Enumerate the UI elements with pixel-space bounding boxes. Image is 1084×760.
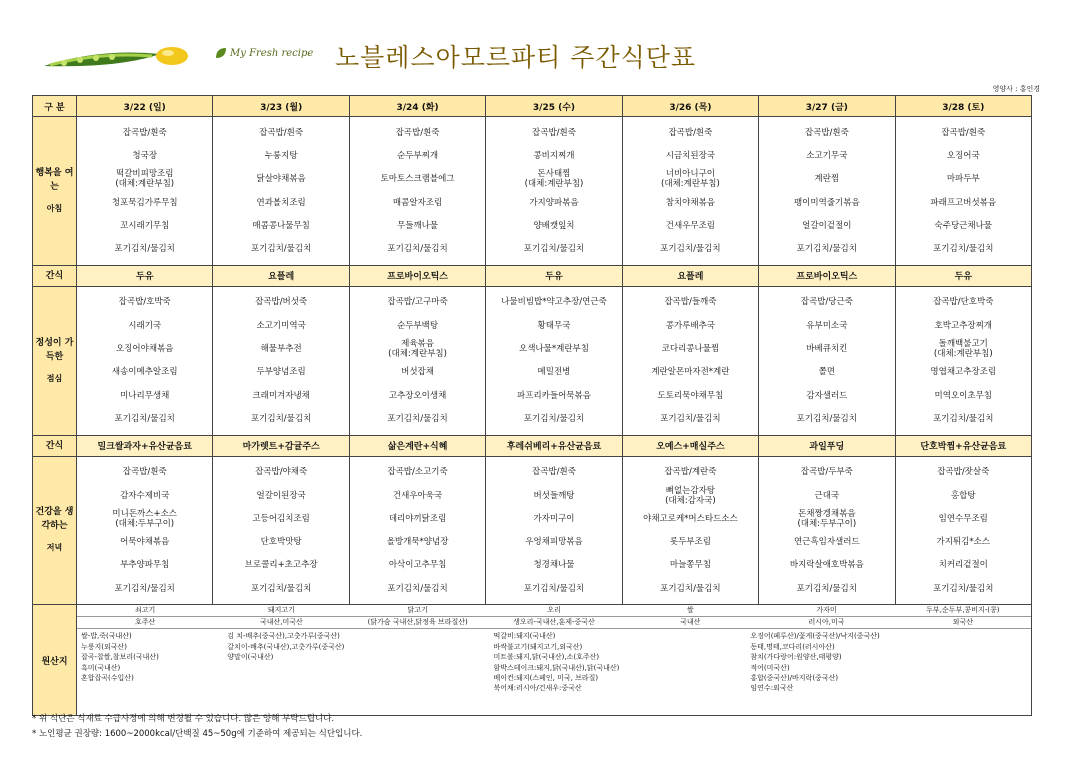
menu-item: 올방개묵*양념장: [386, 537, 449, 548]
menu-item: 토마토스크램블에그: [380, 174, 455, 185]
weekly-menu-table: [32, 95, 1032, 716]
lunch-row: [33, 286, 1032, 435]
menu-item: 바베큐치킨: [806, 344, 848, 355]
menu-item: 미나리무생채: [120, 390, 170, 401]
day-header: 3/26 (목): [622, 96, 758, 117]
origin-cell: [77, 605, 1032, 716]
menu-item: 유부미소국: [806, 320, 848, 331]
menu-item: 떡갈비피망조림 (대체:계란부침): [115, 169, 175, 190]
menu-item: 돈사태찜 (대체:계란부침): [524, 169, 584, 190]
menu-cell: [213, 456, 349, 605]
menu-item: 잡곡밥/호박죽: [118, 297, 171, 308]
menu-item: 팽이미역줄기볶음: [793, 197, 860, 208]
menu-item: 소고기미역국: [256, 320, 306, 331]
menu-item: 마늘쫑무침: [669, 560, 711, 571]
footnote: * 노인평균 권장량: 1600~2000kcal/단백질 45~50g에 기준하여 제공되는 식단입니다.: [32, 729, 363, 739]
lunch-sub: 점심: [46, 373, 63, 383]
menu-item: 소고기무국: [806, 150, 848, 161]
menu-item: 잡곡밥/계란죽: [664, 467, 717, 478]
menu-item: 홍합탕: [950, 490, 976, 501]
menu-item: 잡곡밥/흰죽: [122, 127, 167, 138]
menu-item: 잡곡밥/잣살죽: [937, 467, 990, 478]
origin-head: 가자미: [816, 606, 837, 615]
menu-item: 크래미겨자냉채: [252, 390, 310, 401]
origin-line: 미트볼:돼지,닭(국내산),소(호주산): [493, 653, 600, 662]
origin-line: 바싹불고기(돼지고기,외국산): [493, 642, 583, 651]
menu-item: 잡곡밥/들깨죽: [664, 297, 717, 308]
menu-item: 잡곡밥/단호박죽: [933, 297, 994, 308]
menu-item: 포기김치/물김치: [114, 413, 175, 424]
menu-item: 포기김치/물김치: [933, 413, 994, 424]
origin-line: 북어채:러시아/건새우:중국산: [493, 684, 582, 693]
menu-item: 가지튀김*소스: [936, 537, 991, 548]
menu-item: 포기김치/물김치: [387, 244, 448, 255]
lunch-label: [33, 286, 77, 435]
day-header: 3/28 (토): [895, 96, 1031, 117]
menu-cell: [759, 117, 895, 266]
menu-item: 꼬시래기무침: [120, 220, 170, 231]
day-header: 3/25 (수): [486, 96, 622, 117]
day-header: 3/24 (화): [349, 96, 485, 117]
dinner-label: [33, 456, 77, 605]
origin-sub: (닭가슴 국내산,닭정육 브라질산): [367, 618, 468, 627]
snack-item: 삶은계란+식혜: [349, 435, 485, 456]
menu-item: 두부양념조림: [256, 367, 306, 378]
snack-item: 요플레: [213, 265, 349, 286]
menu-item: 잡곡밥/흰죽: [804, 127, 849, 138]
menu-cell: [77, 286, 213, 435]
footnote: * 위 식단은 식재료 수급사정에 의해 변경될 수 있습니다. 많은 양해 부탁드립니다.: [32, 714, 335, 724]
menu-item: 잡곡밥/흰죽: [395, 127, 440, 138]
origin-col-grain: [77, 629, 223, 715]
page-header: [0, 0, 1084, 93]
menu-item: 건새우아욱국: [392, 490, 443, 501]
menu-cell: [77, 456, 213, 605]
day-header: 3/23 (월): [213, 96, 349, 117]
dinner-row: [33, 456, 1032, 605]
menu-item: 잡곡밥/흰죽: [668, 127, 713, 138]
origin-line: 잡곡-찹쌀,찰보리(국내산): [81, 653, 159, 662]
origin-line: 동태,명태,코다리(러시아산): [750, 642, 835, 651]
menu-item: 돌깨백불고기 (대체:계란부침): [933, 339, 993, 360]
menu-item: 해물부추전: [260, 344, 302, 355]
menu-cell: [895, 456, 1031, 605]
snack-item: 과일푸딩: [759, 435, 895, 456]
snack-item: 단호박찜+유산균음료: [895, 435, 1031, 456]
snack1-row: [33, 265, 1032, 286]
menu-item: 계란찜: [814, 174, 840, 185]
dinner-sub: 저녁: [46, 543, 63, 553]
origin-label: 원산지: [33, 605, 77, 716]
menu-item: 콩비지찌개: [533, 150, 575, 161]
breakfast-sub: 아침: [46, 203, 63, 213]
origin-line: 함박스테이크:돼지,닭(국내산),닭(국내산): [493, 663, 620, 672]
breakfast-row: [33, 117, 1032, 266]
menu-item: 나물비빔밥*약고추장/연근죽: [501, 297, 607, 308]
origin-row: [33, 605, 1032, 716]
menu-item: 마파두부: [946, 174, 980, 185]
origin-sub: 외국산: [952, 618, 973, 627]
menu-item: 가지양파볶음: [529, 197, 579, 208]
origin-head-row: [77, 605, 1031, 617]
menu-cell: [895, 286, 1031, 435]
origin-head: 오리: [547, 606, 561, 615]
snack-item: 프로바이오틱스: [759, 265, 895, 286]
origin-line: 베이컨:돼지(스페인, 미국, 브라질): [493, 673, 599, 682]
menu-item: 무들깨나물: [397, 220, 439, 231]
menu-item: 잡곡밥/야채죽: [255, 467, 308, 478]
origin-head: 돼지고기: [267, 606, 295, 615]
menu-item: 고등어김치조림: [252, 513, 310, 524]
menu-item: 얼갈이겉절이: [802, 220, 852, 231]
menu-item: 파프리카들어묵볶음: [517, 390, 591, 401]
menu-item: 미역오이초무침: [934, 390, 992, 401]
menu-item: 단호박맛탕: [260, 537, 302, 548]
origin-head: 닭고기: [407, 606, 428, 615]
menu-item: 계란알몬마자전*계란: [651, 367, 730, 378]
menu-item: 뼈없는감자탕 (대체:감자국): [665, 485, 716, 506]
menu-item: 포기김치/물김치: [660, 413, 721, 424]
menu-item: 잡곡밥/버섯죽: [255, 297, 308, 308]
breakfast-label-text: 행복을 여는: [35, 167, 74, 192]
menu-item: 호박고추장찌개: [934, 320, 992, 331]
menu-item: 가자미구이: [533, 513, 575, 524]
menu-item: 어묵야채볶음: [120, 537, 170, 548]
menu-item: 얼갈이된장국: [256, 490, 306, 501]
menu-item: 치커리겉절이: [938, 560, 988, 571]
menu-cell: [486, 117, 622, 266]
lunch-label-text: 정성이 가득한: [35, 337, 74, 362]
origin-sub: 국내산: [680, 618, 701, 627]
origin-line: 적어(미국산): [750, 663, 790, 672]
footnotes: [32, 712, 362, 742]
menu-item: 잡곡밥/흰죽: [941, 127, 986, 138]
menu-item: 누룽지탕: [264, 150, 298, 161]
dietitian-sign: 영양사 : 홍인경: [992, 85, 1040, 93]
origin-panel: [77, 605, 1031, 715]
menu-item: 닭살야채볶음: [256, 174, 306, 185]
origin-sub: 러시아,미국: [808, 618, 845, 627]
menu-item: 오징어국: [946, 150, 980, 161]
menu-item: 포기김치/물김치: [114, 583, 175, 594]
leaf-logo-icon: [214, 46, 228, 60]
menu-item: 황태무국: [537, 320, 571, 331]
origin-col-seafood: [746, 629, 1031, 715]
menu-item: 포기김치/물김치: [523, 413, 585, 424]
menu-item: 포기김치/물김치: [250, 413, 312, 424]
menu-cell: [349, 286, 485, 435]
menu-cell: [213, 286, 349, 435]
menu-item: 잡곡밥/흰죽: [259, 127, 304, 138]
menu-item: 바지락살애호박볶음: [789, 560, 864, 571]
menu-item: 부추양파무침: [120, 560, 170, 571]
menu-item: 근대국: [814, 490, 840, 501]
menu-item: 잡곡밥/당근죽: [800, 297, 853, 308]
menu-item: 매콤알자조림: [392, 197, 443, 208]
menu-item: 포기김치/물김치: [933, 583, 994, 594]
menu-cell: [622, 456, 758, 605]
menu-item: 임연수무조림: [938, 513, 988, 524]
menu-cell: [622, 117, 758, 266]
menu-cell: [895, 117, 1031, 266]
origin-sub: 호주산: [134, 618, 156, 627]
menu-item: 포기김치/물김치: [114, 244, 175, 255]
menu-item: 명엽채고추장조림: [930, 367, 997, 378]
menu-item: 미니돈까스+소스 (대체:두부구이): [112, 508, 178, 529]
menu-item: 버섯들깨탕: [533, 490, 575, 501]
menu-item: 파래프고버섯볶음: [930, 197, 997, 208]
menu-item: 순두부백탕: [397, 320, 439, 331]
menu-item: 포기김치/물김치: [660, 583, 721, 594]
origin-line: 참치(가다랑어:원양산,태평양): [750, 653, 842, 662]
menu-item: 돈채짱겡채볶음 (대체:두부구이): [797, 508, 857, 529]
menu-item: 건새우무조림: [665, 220, 716, 231]
menu-item: 순두부찌개: [397, 150, 439, 161]
origin-sub: 국내산,미국산: [260, 618, 303, 627]
snack2-row: [33, 435, 1032, 456]
breakfast-label: [33, 117, 77, 266]
menu-item: 잡곡밥/흰죽: [532, 467, 576, 478]
menu-item: 잡곡밥/고구마죽: [387, 297, 448, 308]
menu-item: 야채고로케*머스타드소스: [643, 513, 738, 524]
menu-item: 포기김치/물김치: [796, 244, 857, 255]
snack-item: 밀크쌀과자+유산균음료: [77, 435, 213, 456]
menu-item: 포기김치/물김치: [387, 583, 448, 594]
origin-col-processed: [489, 629, 746, 715]
menu-item: 숙주당근채나물: [934, 220, 992, 231]
menu-cell: [349, 117, 485, 266]
menu-item: 포기김치/물김치: [523, 583, 585, 594]
menu-item: 포기김치/물김치: [250, 244, 312, 255]
day-header-row: [33, 96, 1032, 117]
menu-item: 감자수제비국: [120, 490, 170, 501]
origin-line: 김 치-배추(중국산),고춧가루(중국산): [227, 632, 340, 641]
snack-item: 두유: [895, 265, 1031, 286]
snack-item: 마가렛트+감귤주스: [213, 435, 349, 456]
menu-cell: [759, 286, 895, 435]
menu-item: 버섯잡채: [401, 367, 434, 378]
menu-item: 잡곡밥/소고기죽: [387, 467, 448, 478]
menu-item: 참치야채볶음: [665, 197, 716, 208]
menu-item: 우엉채피망볶음: [525, 537, 583, 548]
menu-cell: [349, 456, 485, 605]
menu-cell: [759, 456, 895, 605]
origin-line: 임연수:외국산: [750, 684, 794, 693]
origin-line: 혼합잡곡(수입산): [81, 673, 134, 682]
snack-item: 두유: [486, 265, 622, 286]
menu-item: 매콤콩나물무침: [252, 220, 310, 231]
page-title: 노블레스아모르파티 주간식단표: [335, 43, 697, 72]
menu-item: 포기김치/물김치: [250, 583, 312, 594]
dinner-label-text: 건강을 생각하는: [35, 507, 74, 532]
menu-item: 데리야끼닭조림: [388, 513, 447, 524]
origin-col-kimchi: [223, 629, 489, 715]
menu-item: 청경채나물: [533, 560, 575, 571]
menu-item: 메밀전병: [537, 367, 571, 378]
snack-item: 오예스+매실주스: [622, 435, 758, 456]
menu-item: 코다리콩나물찜: [661, 344, 720, 355]
menu-item: 시래기국: [128, 320, 162, 331]
gubun-header: 구 분: [33, 96, 77, 117]
menu-item: 도토리묵야채무침: [657, 390, 724, 401]
origin-line: 갈치이-배추(국내산),고춧가루(중국산): [227, 642, 345, 651]
origin-sub: 생오리-국내산,훈제-중국산: [513, 618, 595, 627]
menu-item: 오징어야채볶음: [115, 344, 174, 355]
menu-item: 시금치된장국: [665, 150, 716, 161]
menu-item: 양배캣잎치: [533, 220, 575, 231]
snack-item: 프로바이오틱스: [349, 265, 485, 286]
origin-line: 누룽지(외국산): [81, 642, 128, 651]
menu-item: 연과볼치조림: [256, 197, 306, 208]
menu-item: 감자샐러드: [806, 390, 848, 401]
origin-line: 오징어(페루산)/꽃게(중국산)/낙지(중국산): [750, 632, 880, 641]
origin-line: 떡갈비:돼지(국내산): [493, 632, 556, 641]
origin-head: 쌀: [686, 606, 694, 615]
menu-cell: [622, 286, 758, 435]
menu-cell: [213, 117, 349, 266]
day-header: 3/22 (일): [77, 96, 213, 117]
menu-item: 롯두부조림: [669, 537, 711, 548]
menu-item: 고추장오이생채: [388, 390, 447, 401]
menu-item: 청포묵김가루무침: [111, 197, 178, 208]
menu-item: 잡곡밥/흰죽: [532, 127, 576, 138]
origin-head: 두부,순두부,콩비지-(콩): [926, 606, 1000, 615]
menu-item: 제육볶음 (대체:계란부침): [388, 339, 447, 360]
day-header: 3/27 (금): [759, 96, 895, 117]
menu-item: 잡곡밥/흰죽: [122, 467, 167, 478]
snack-item: 두유: [77, 265, 213, 286]
menu-cell: [77, 117, 213, 266]
menu-item: 콩가루배추국: [665, 320, 716, 331]
menu-item: 잡곡밥/두부죽: [800, 467, 853, 478]
menu-item: 포기김치/물김치: [523, 244, 585, 255]
snack2-label: 간식: [33, 435, 77, 456]
menu-item: 아삭이고추무침: [388, 560, 447, 571]
origin-line: 쌀-밥,죽(국내산): [81, 632, 132, 641]
origin-sub-row: [77, 617, 1031, 629]
pea-pod-logo-icon: [40, 46, 190, 72]
menu-item: 포기김치/물김치: [387, 413, 448, 424]
menu-item: 포기김치/물김치: [660, 244, 721, 255]
menu-item: 너비아니구이 (대체:계란부침): [661, 169, 720, 190]
menu-item: 청국장: [132, 150, 158, 161]
menu-item: 포기김치/물김치: [796, 583, 857, 594]
origin-columns: [77, 629, 1031, 715]
origin-line: 양말이(국내산): [227, 653, 274, 662]
menu-item: 브로콜리+초고추장: [244, 560, 318, 571]
menu-item: 연근흑임자샐러드: [793, 537, 860, 548]
snack-item: 요플레: [622, 265, 758, 286]
snack-item: 후레쉬베리+유산균음료: [486, 435, 622, 456]
menu-cell: [486, 456, 622, 605]
menu-item: 쫄면: [818, 367, 836, 378]
snack1-label: 간식: [33, 265, 77, 286]
origin-head: 쇠고기: [134, 606, 156, 615]
logo-text: My Fresh recipe: [230, 48, 314, 59]
origin-line: 홍합(중국산)/바지락(중국산): [750, 673, 839, 682]
menu-item: 오색나물*계란부침: [519, 344, 589, 355]
menu-item: 포기김치/물김치: [933, 244, 994, 255]
menu-item: 새송이메추알조림: [111, 367, 178, 378]
menu-item: 포기김치/물김치: [796, 413, 857, 424]
origin-line: 흑미(국내산): [81, 663, 121, 672]
menu-cell: [486, 286, 622, 435]
